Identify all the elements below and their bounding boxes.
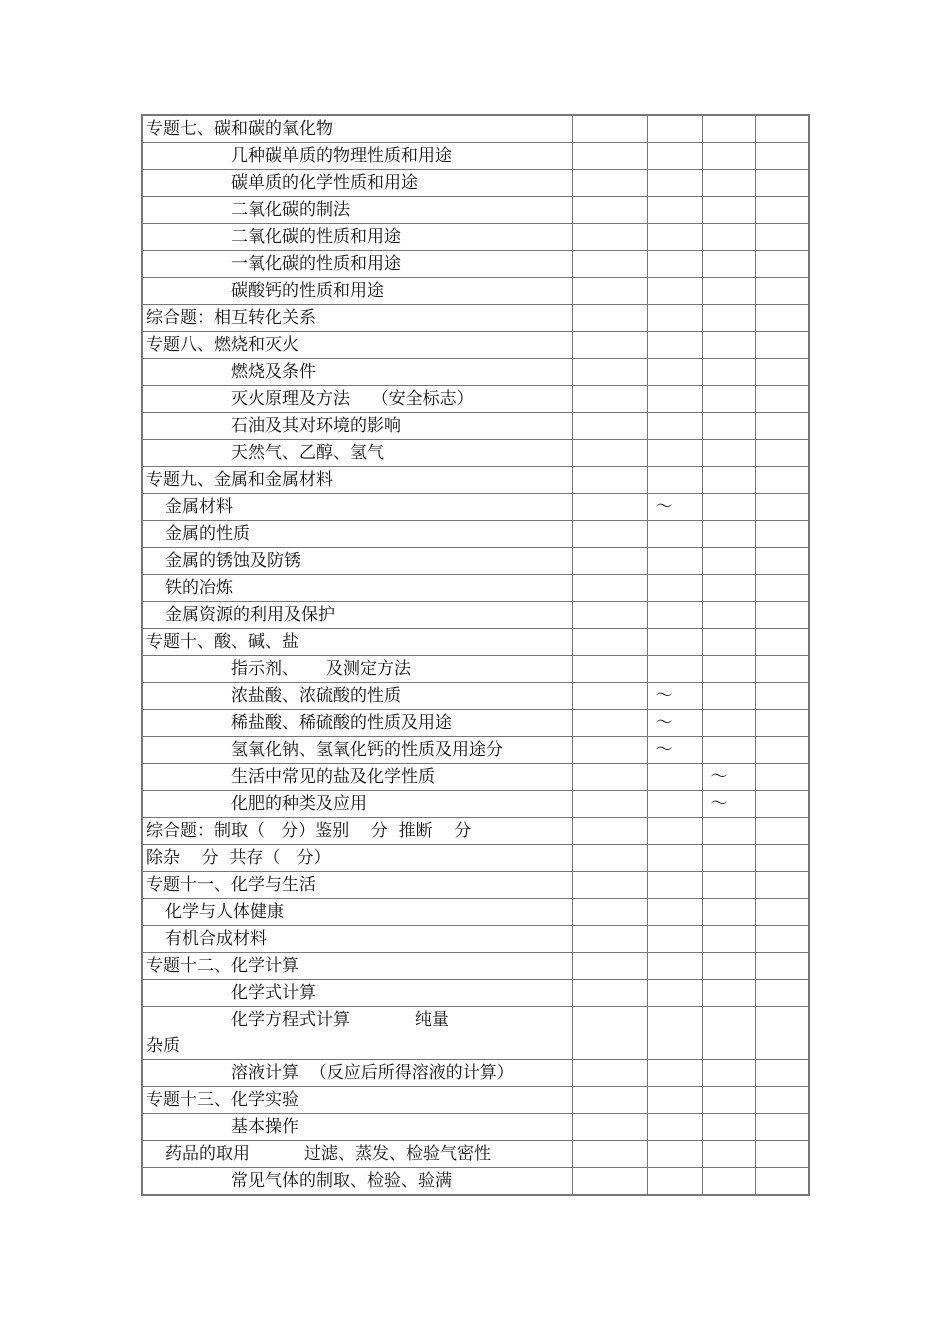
- mark-cell-col1: [572, 899, 647, 926]
- mark-cell-col4: [755, 872, 809, 899]
- row-text: 专题十一、化学与生活: [146, 875, 316, 895]
- mark-cell-col2: [647, 197, 702, 224]
- mark-cell-col1: [572, 1141, 647, 1168]
- topic-cell: [142, 494, 572, 521]
- row-text: 专题七、碳和碳的氧化物: [146, 119, 333, 139]
- topic-cell: [142, 575, 572, 602]
- topic-cell: [142, 602, 572, 629]
- row-text: 浓盐酸、浓硫酸的性质: [231, 686, 401, 706]
- section-row: [142, 818, 809, 845]
- mark-cell-col3: [702, 251, 755, 278]
- row-text: 几种碳单质的物理性质和用途: [231, 146, 452, 166]
- mark-cell-col2: [647, 1007, 702, 1060]
- topic-cell: [142, 143, 572, 170]
- topic-cell: [142, 737, 572, 764]
- syllabus-table-body: [142, 115, 809, 1195]
- mark-cell-col2: [647, 602, 702, 629]
- mark-cell-col2: [647, 386, 702, 413]
- topic-cell: [142, 359, 572, 386]
- section-title-cell: [142, 115, 572, 143]
- mark-cell-col2: ～: [647, 683, 702, 710]
- mark-cell-col2: [647, 953, 702, 980]
- mark-cell-col3: [702, 494, 755, 521]
- topic-row: [142, 548, 809, 575]
- mark-cell-col3: [702, 737, 755, 764]
- mark-cell-col3: [702, 386, 755, 413]
- section-row: [142, 332, 809, 359]
- mark-cell-col1: [572, 737, 647, 764]
- topic-row: [142, 494, 809, 521]
- topic-row: [142, 1060, 809, 1087]
- mark-cell-col1: [572, 521, 647, 548]
- mark-cell-col1: [572, 1114, 647, 1141]
- row-text: 专题九、金属和金属材料: [146, 470, 333, 490]
- row-text: 专题八、燃烧和灭火: [146, 335, 299, 355]
- topic-cell: [142, 224, 572, 251]
- mark-cell-col2: [647, 170, 702, 197]
- row-text: 除杂 分 共存（ 分）: [146, 848, 331, 868]
- mark-cell-col3: [702, 548, 755, 575]
- row-text: 灭火原理及方法 （安全标志）: [231, 389, 474, 409]
- row-text: 专题十、酸、碱、盐: [146, 632, 299, 652]
- mark-cell-col4: [755, 1060, 809, 1087]
- mark-cell-col3: [702, 305, 755, 332]
- mark-cell-col2: [647, 764, 702, 791]
- topic-cell: [142, 791, 572, 818]
- row-text: 金属的锈蚀及防锈: [165, 551, 301, 571]
- mark-cell-col4: [755, 629, 809, 656]
- topic-row: [142, 143, 809, 170]
- mark-cell-col1: [572, 953, 647, 980]
- row-text: 基本操作: [231, 1117, 299, 1137]
- mark-cell-col4: [755, 791, 809, 818]
- mark-cell-col2: [647, 143, 702, 170]
- topic-row: [142, 386, 809, 413]
- mark-cell-col2: ～: [647, 737, 702, 764]
- row-text: 金属的性质: [165, 524, 250, 544]
- row-text: 铁的冶炼: [165, 578, 233, 598]
- topic-cell: [142, 251, 572, 278]
- topic-row: [142, 197, 809, 224]
- mark-cell-col2: [647, 359, 702, 386]
- row-text: 金属材料: [165, 497, 233, 517]
- topic-row: [142, 224, 809, 251]
- mark-cell-col1: [572, 332, 647, 359]
- mark-cell-col4: [755, 1114, 809, 1141]
- section-row: [142, 467, 809, 494]
- topic-cell: [142, 980, 572, 1007]
- topic-row: [142, 413, 809, 440]
- mark-cell-col1: [572, 764, 647, 791]
- mark-cell-col4: [755, 1087, 809, 1114]
- topic-row: [142, 440, 809, 467]
- topic-cell: [142, 1168, 572, 1196]
- mark-cell-col2: [647, 305, 702, 332]
- mark-cell-col1: [572, 494, 647, 521]
- section-title-cell: [142, 305, 572, 332]
- syllabus-table: [141, 114, 810, 1196]
- mark-cell-col4: [755, 440, 809, 467]
- row-text: 药品的取用 过滤、蒸发、检验气密性: [165, 1144, 492, 1164]
- row-text: 二氧化碳的制法: [231, 200, 350, 220]
- section-title-cell: [142, 872, 572, 899]
- mark-cell-col3: [702, 413, 755, 440]
- mark-cell-col4: [755, 224, 809, 251]
- topic-cell: [142, 197, 572, 224]
- mark-cell-col1: [572, 305, 647, 332]
- mark-cell-col2: [647, 656, 702, 683]
- section-row: [142, 953, 809, 980]
- topic-cell: [142, 1114, 572, 1141]
- topic-row: [142, 980, 809, 1007]
- topic-cell: [142, 548, 572, 575]
- mark-cell-col4: [755, 953, 809, 980]
- mark-cell-col4: [755, 332, 809, 359]
- mark-cell-col2: [647, 521, 702, 548]
- mark-cell-col1: [572, 791, 647, 818]
- topic-row: [142, 791, 809, 818]
- mark-cell-col4: [755, 413, 809, 440]
- mark-cell-col1: [572, 629, 647, 656]
- mark-cell-col1: [572, 467, 647, 494]
- topic-cell: [142, 413, 572, 440]
- mark-cell-col3: [702, 143, 755, 170]
- mark-cell-col4: [755, 494, 809, 521]
- topic-row: [142, 683, 809, 710]
- row-text: 有机合成材料: [165, 929, 267, 949]
- section-row: [142, 629, 809, 656]
- row-text: 一氧化碳的性质和用途: [231, 254, 401, 274]
- row-text: 综合题：相互转化关系: [146, 308, 316, 328]
- section-title-cell: [142, 818, 572, 845]
- row-text: 石油及其对环境的影响: [231, 416, 401, 436]
- mark-cell-col2: [647, 926, 702, 953]
- topic-row: [142, 656, 809, 683]
- mark-cell-col4: [755, 197, 809, 224]
- section-title-cell: [142, 467, 572, 494]
- mark-cell-col3: [702, 440, 755, 467]
- mark-cell-col4: [755, 386, 809, 413]
- mark-cell-col1: [572, 386, 647, 413]
- mark-cell-col4: [755, 251, 809, 278]
- mark-cell-col2: [647, 872, 702, 899]
- row-text: 氢氧化钠、氢氧化钙的性质及用途分: [231, 740, 503, 760]
- mark-cell-col2: [647, 332, 702, 359]
- mark-cell-col3: [702, 818, 755, 845]
- mark-cell-col2: ～: [647, 710, 702, 737]
- mark-cell-col4: [755, 467, 809, 494]
- mark-cell-col3: [702, 1114, 755, 1141]
- mark-cell-col2: [647, 1168, 702, 1196]
- mark-cell-col3: [702, 575, 755, 602]
- topic-cell: [142, 710, 572, 737]
- mark-cell-col2: [647, 467, 702, 494]
- mark-cell-col1: [572, 602, 647, 629]
- mark-cell-col3: [702, 224, 755, 251]
- mark-cell-col4: [755, 575, 809, 602]
- mark-cell-col2: [647, 1114, 702, 1141]
- mark-cell-col2: [647, 251, 702, 278]
- row-text: 金属资源的利用及保护: [165, 605, 335, 625]
- mark-cell-col3: [702, 656, 755, 683]
- mark-cell-col2: [647, 440, 702, 467]
- mark-cell-col3: [702, 332, 755, 359]
- mark-cell-col2: [647, 1141, 702, 1168]
- mark-cell-col3: [702, 197, 755, 224]
- row-text: 燃烧及条件: [231, 362, 316, 382]
- topic-row: [142, 521, 809, 548]
- mark-cell-col4: [755, 602, 809, 629]
- mark-cell-col4: [755, 305, 809, 332]
- mark-cell-col2: [647, 413, 702, 440]
- section-row: [142, 845, 809, 872]
- section-row: [142, 872, 809, 899]
- mark-cell-col4: [755, 980, 809, 1007]
- topic-row: [142, 170, 809, 197]
- mark-cell-col4: [755, 143, 809, 170]
- row-text: 化学式计算: [231, 983, 316, 1003]
- mark-cell-col4: [755, 683, 809, 710]
- mark-cell-col4: [755, 359, 809, 386]
- row-text: 碳酸钙的性质和用途: [231, 281, 384, 301]
- row-text: 专题十三、化学实验: [146, 1090, 299, 1110]
- mark-cell-col1: [572, 1087, 647, 1114]
- mark-cell-col3: [702, 926, 755, 953]
- topic-row: [142, 737, 809, 764]
- mark-cell-col1: [572, 1060, 647, 1087]
- mark-cell-col2: [647, 575, 702, 602]
- mark-cell-col2: [647, 980, 702, 1007]
- mark-cell-col1: [572, 143, 647, 170]
- mark-cell-col2: [647, 629, 702, 656]
- row-text: 稀盐酸、稀硫酸的性质及用途: [231, 713, 452, 733]
- mark-cell-col4: [755, 926, 809, 953]
- topic-row: [142, 926, 809, 953]
- mark-cell-col1: [572, 115, 647, 143]
- section-row: [142, 305, 809, 332]
- topic-row: [142, 251, 809, 278]
- mark-cell-col1: [572, 872, 647, 899]
- mark-cell-col2: [647, 818, 702, 845]
- mark-cell-col1: [572, 197, 647, 224]
- mark-cell-col3: [702, 467, 755, 494]
- topic-cell: [142, 1007, 572, 1060]
- topic-row: [142, 1168, 809, 1196]
- mark-cell-col4: [755, 170, 809, 197]
- row-text: 常见气体的制取、检验、验满: [231, 1171, 452, 1191]
- topic-cell: [142, 926, 572, 953]
- section-title-cell: [142, 1087, 572, 1114]
- mark-cell-col4: [755, 278, 809, 305]
- mark-cell-col1: [572, 845, 647, 872]
- mark-cell-col3: [702, 359, 755, 386]
- mark-cell-col3: [702, 629, 755, 656]
- section-row: [142, 1087, 809, 1114]
- mark-cell-col1: [572, 278, 647, 305]
- topic-cell: [142, 764, 572, 791]
- mark-cell-col4: [755, 1141, 809, 1168]
- mark-cell-col4: [755, 899, 809, 926]
- topic-row: [142, 1141, 809, 1168]
- mark-cell-col3: [702, 1060, 755, 1087]
- mark-cell-col4: [755, 845, 809, 872]
- topic-row: [142, 710, 809, 737]
- mark-cell-col3: ～: [702, 764, 755, 791]
- mark-cell-col2: [647, 224, 702, 251]
- mark-cell-col1: [572, 548, 647, 575]
- topic-cell: [142, 1141, 572, 1168]
- mark-cell-col2: [647, 845, 702, 872]
- mark-cell-col3: [702, 1007, 755, 1060]
- mark-cell-col1: [572, 926, 647, 953]
- mark-cell-col4: [755, 115, 809, 143]
- mark-cell-col1: [572, 251, 647, 278]
- topic-row: [142, 278, 809, 305]
- row-text: 化学与人体健康: [165, 902, 284, 922]
- row-text: 生活中常见的盐及化学性质: [231, 767, 435, 787]
- topic-cell: [142, 440, 572, 467]
- mark-cell-col4: [755, 818, 809, 845]
- section-title-cell: [142, 332, 572, 359]
- mark-cell-col2: [647, 791, 702, 818]
- mark-cell-col3: [702, 1087, 755, 1114]
- mark-cell-col1: [572, 683, 647, 710]
- mark-cell-col1: [572, 359, 647, 386]
- topic-cell: [142, 278, 572, 305]
- row-text-continued: 杂质: [146, 1036, 180, 1056]
- topic-cell: [142, 1060, 572, 1087]
- mark-cell-col1: [572, 413, 647, 440]
- mark-cell-col1: [572, 710, 647, 737]
- topic-row: [142, 764, 809, 791]
- mark-cell-col2: [647, 899, 702, 926]
- topic-row: [142, 1007, 809, 1060]
- topic-cell: [142, 521, 572, 548]
- row-text: 二氧化碳的性质和用途: [231, 227, 401, 247]
- topic-cell: [142, 683, 572, 710]
- row-text: 天然气、乙醇、氢气: [231, 443, 384, 463]
- mark-cell-col4: [755, 521, 809, 548]
- mark-cell-col1: [572, 575, 647, 602]
- mark-cell-col4: [755, 764, 809, 791]
- mark-cell-col3: [702, 899, 755, 926]
- topic-cell: [142, 899, 572, 926]
- row-text: 指示剂、 及测定方法: [231, 659, 412, 679]
- mark-cell-col3: [702, 115, 755, 143]
- topic-cell: [142, 386, 572, 413]
- mark-cell-col3: ～: [702, 791, 755, 818]
- mark-cell-col2: [647, 548, 702, 575]
- row-text: 化肥的种类及应用: [231, 794, 367, 814]
- mark-cell-col4: [755, 1007, 809, 1060]
- mark-cell-col3: [702, 953, 755, 980]
- mark-cell-col3: [702, 1168, 755, 1196]
- mark-cell-col3: [702, 1141, 755, 1168]
- row-text: 碳单质的化学性质和用途: [231, 173, 418, 193]
- mark-cell-col1: [572, 440, 647, 467]
- section-title-cell: [142, 629, 572, 656]
- section-row: [142, 115, 809, 143]
- row-text: 综合题：制取（ 分）鉴别 分 推断 分: [146, 821, 472, 841]
- topic-cell: [142, 656, 572, 683]
- mark-cell-col3: [702, 521, 755, 548]
- mark-cell-col3: [702, 278, 755, 305]
- mark-cell-col1: [572, 656, 647, 683]
- mark-cell-col3: [702, 845, 755, 872]
- mark-cell-col4: [755, 1168, 809, 1196]
- topic-row: [142, 359, 809, 386]
- mark-cell-col1: [572, 224, 647, 251]
- mark-cell-col4: [755, 548, 809, 575]
- mark-cell-col3: [702, 872, 755, 899]
- mark-cell-col2: [647, 115, 702, 143]
- mark-cell-col2: ～: [647, 494, 702, 521]
- section-title-cell: [142, 845, 572, 872]
- row-text: 溶液计算 （反应后所得溶液的计算）: [231, 1063, 514, 1083]
- row-text: 化学方程式计算 纯量: [231, 1010, 449, 1030]
- row-text: 专题十二、化学计算: [146, 956, 299, 976]
- mark-cell-col4: [755, 737, 809, 764]
- mark-cell-col1: [572, 980, 647, 1007]
- mark-cell-col4: [755, 710, 809, 737]
- mark-cell-col4: [755, 656, 809, 683]
- topic-cell: [142, 170, 572, 197]
- mark-cell-col3: [702, 980, 755, 1007]
- mark-cell-col1: [572, 1168, 647, 1196]
- mark-cell-col1: [572, 170, 647, 197]
- mark-cell-col2: [647, 1087, 702, 1114]
- topic-row: [142, 1114, 809, 1141]
- mark-cell-col1: [572, 818, 647, 845]
- mark-cell-col3: [702, 683, 755, 710]
- mark-cell-col3: [702, 710, 755, 737]
- mark-cell-col3: [702, 170, 755, 197]
- topic-row: [142, 602, 809, 629]
- mark-cell-col2: [647, 278, 702, 305]
- topic-row: [142, 899, 809, 926]
- mark-cell-col3: [702, 602, 755, 629]
- topic-row: [142, 575, 809, 602]
- mark-cell-col1: [572, 1007, 647, 1060]
- mark-cell-col2: [647, 1060, 702, 1087]
- section-title-cell: [142, 953, 572, 980]
